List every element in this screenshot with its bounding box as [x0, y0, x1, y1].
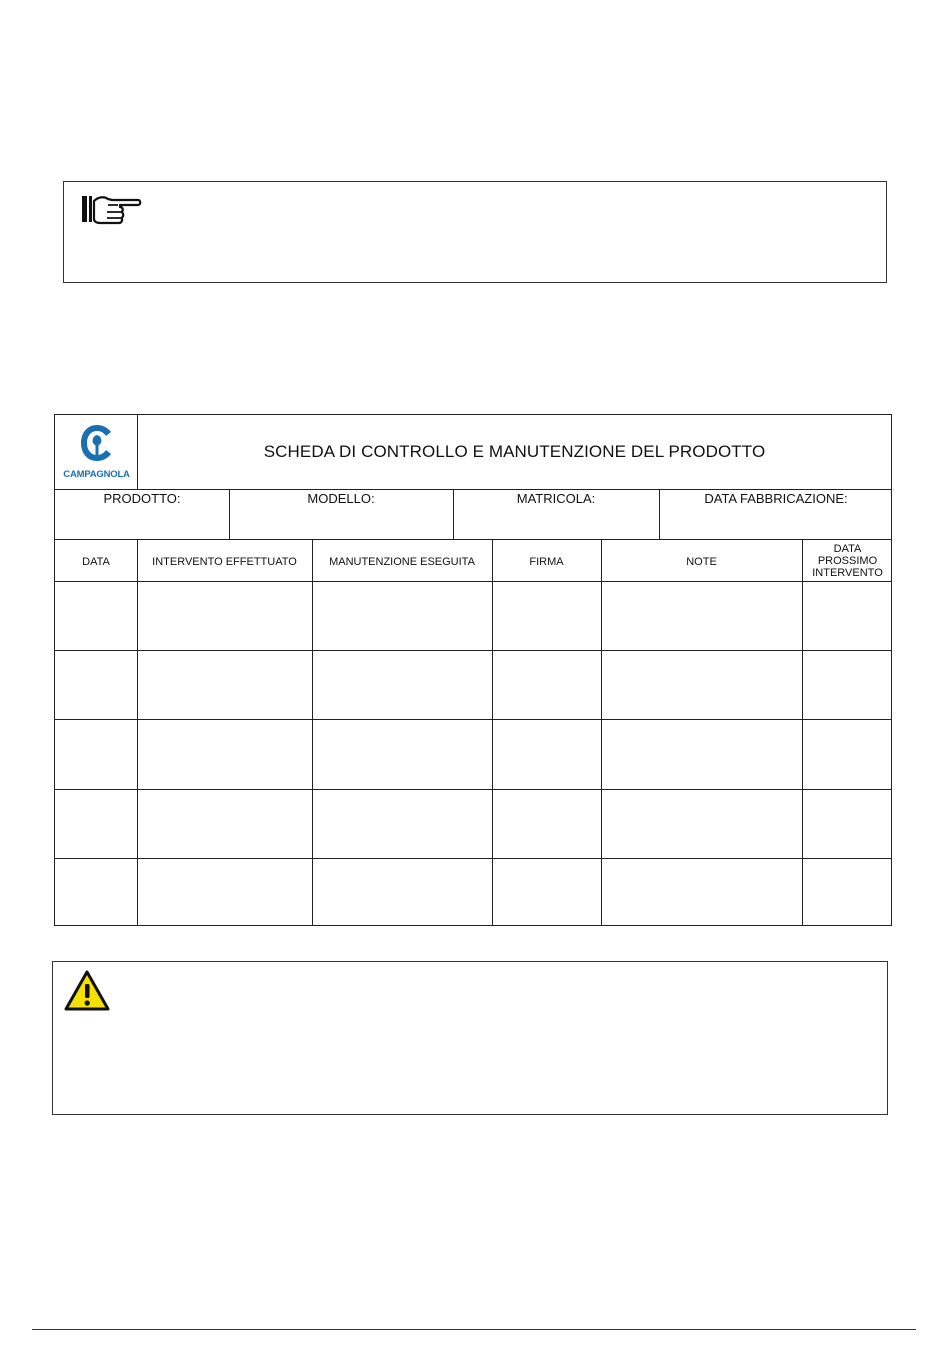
divider	[55, 489, 891, 490]
divider	[492, 539, 493, 926]
divider	[312, 539, 313, 926]
pointing-hand-icon	[80, 192, 142, 226]
maintenance-sheet	[54, 414, 892, 926]
col-header-note: NOTE	[686, 555, 717, 568]
divider	[55, 539, 891, 540]
col-header-manutenzione: MANUTENZIONE ESEGUITA	[329, 555, 475, 568]
col-header-intervento: INTERVENTO EFFETTUATO	[152, 555, 297, 568]
campagnola-tree-icon	[79, 423, 115, 465]
warning-triangle-icon	[64, 970, 110, 1012]
divider	[55, 858, 891, 859]
divider	[601, 539, 602, 926]
field-matricola: MATRICOLA:	[516, 491, 596, 506]
brand-name: CAMPAGNOLA	[63, 469, 130, 480]
divider	[137, 539, 138, 926]
divider	[55, 789, 891, 790]
divider	[55, 719, 891, 720]
sheet-title: SCHEDA DI CONTROLLO E MANUTENZIONE DEL PRODOTTO	[263, 442, 766, 461]
divider	[802, 539, 803, 926]
field-prodotto: PRODOTTO:	[103, 491, 181, 506]
field-data-fabbricazione: DATA FABBRICAZIONE:	[704, 491, 848, 506]
col-header-line: PROSSIMO	[817, 554, 878, 567]
warning-box	[52, 961, 888, 1115]
field-modello: MODELLO:	[307, 491, 375, 506]
col-header-line: DATA	[833, 542, 862, 555]
divider	[55, 581, 891, 582]
footer-rule	[32, 1329, 916, 1330]
divider	[55, 650, 891, 651]
col-header-prossimo-intervento	[802, 541, 893, 580]
campagnola-logo	[55, 415, 138, 489]
col-header-firma: FIRMA	[529, 555, 564, 568]
col-header-line: INTERVENTO	[812, 566, 883, 579]
note-box	[63, 181, 887, 283]
col-header-data: DATA	[82, 555, 110, 568]
